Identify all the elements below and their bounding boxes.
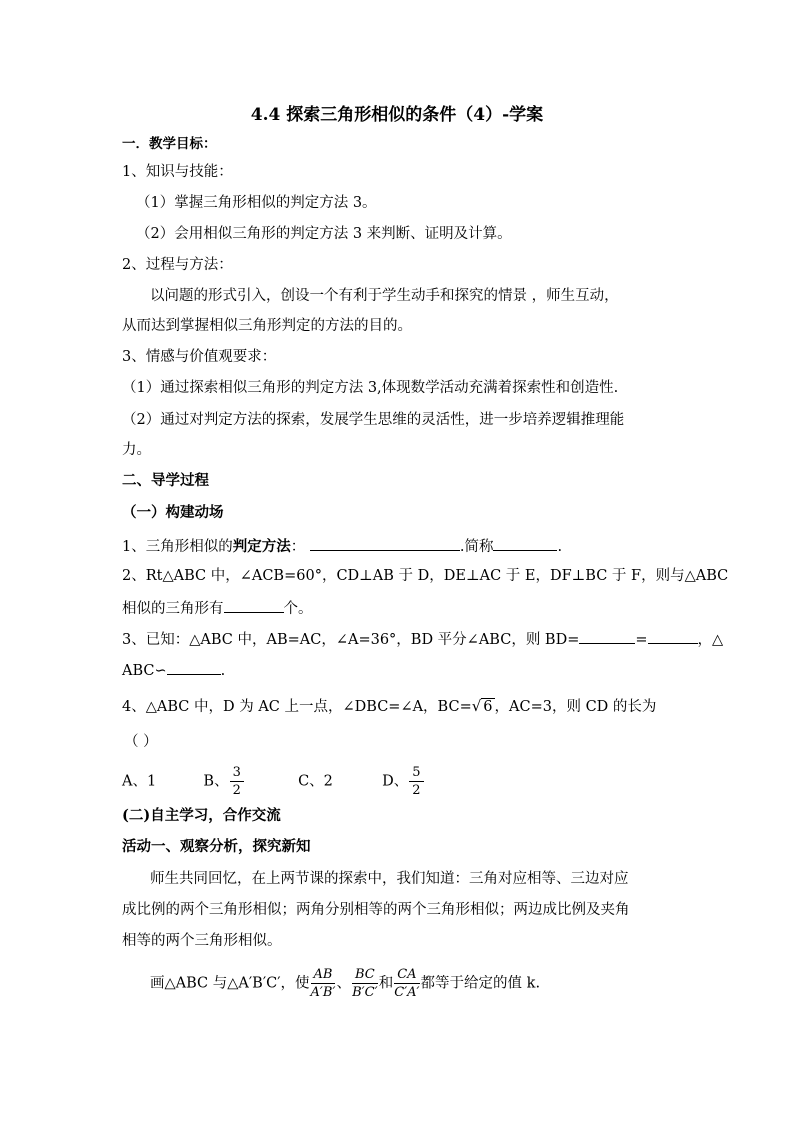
question-3-comma: ，△ (697, 632, 724, 648)
question-1-end: . (557, 539, 563, 555)
option-d-numerator: 5 (409, 764, 423, 782)
goal-emotion-item-2: （2）通过对判定方法的探索，发展学生思维的灵活性，进一步培养逻辑推理能 (122, 412, 625, 428)
question-3-blank-1[interactable] (579, 628, 635, 644)
option-a[interactable]: A、1 (122, 773, 157, 790)
recall-paragraph-line-2: 成比例的两个三角形相似；两角分别相等的两个三角形相似；两边成比例及夹角 (122, 902, 630, 918)
option-d-denominator: 2 (412, 783, 421, 798)
question-1-mid: .简称 (459, 539, 494, 555)
question-3-blank-3[interactable] (167, 659, 221, 675)
question-3-similar: ABC∽ (122, 663, 167, 679)
question-3-end: . (220, 663, 226, 679)
question-3-line-2 (122, 659, 225, 681)
ratio-ca-numerator: CA (394, 966, 419, 984)
question-3-line-1 (122, 628, 723, 650)
question-1-blank-method[interactable] (310, 535, 460, 551)
ratio-bc-fraction (352, 966, 378, 1001)
ratio-ab-denominator: A′B′ (310, 985, 336, 1000)
question-1-colon: ： (290, 539, 306, 555)
option-b-denominator: 2 (232, 783, 241, 798)
draw-instruction-suffix: 都等于给定的值 k. (420, 975, 541, 992)
option-d-fraction (409, 764, 423, 799)
recall-paragraph-line-3: 相等的两个三角形相似。 (122, 933, 282, 949)
question-4-options (122, 764, 425, 799)
question-2-line-1: 2、Rt△ABC 中，∠ACB=60°，CD⊥AB 于 D，DE⊥AC 于 E，DF⊥BC 于 F，则与△ABC (122, 568, 729, 584)
ratio-bc-denominator: B′C′ (352, 985, 378, 1000)
page-title: 4.4 探索三角形相似的条件（4）-学案 (250, 105, 544, 125)
subsection-build-heading: （一）构建动场 (122, 504, 224, 521)
ratio-ca-denominator: C′A′ (394, 985, 420, 1000)
option-d-label[interactable]: D、 (382, 773, 409, 790)
question-2-end: 个。 (283, 601, 313, 617)
question-2-line-2 (122, 597, 313, 619)
draw-instruction (150, 966, 540, 1001)
question-1 (122, 535, 562, 557)
question-4-answer-paren: （ ） (124, 734, 158, 750)
draw-instruction-prefix: 画△ABC 与△A′B′C′，使 (150, 975, 310, 992)
sqrt-symbol-icon: √ (471, 697, 482, 715)
ratio-separator-2: 和 (378, 975, 394, 992)
question-2-blank[interactable] (224, 597, 284, 613)
option-c[interactable]: C、2 (298, 773, 333, 790)
goal-knowledge-item-1: （1）掌握三角形相似的判定方法 3。 (136, 195, 377, 211)
goal-process-text-2: 从而达到掌握相似三角形判定的方法的目的。 (122, 318, 412, 334)
section-1-heading: 一．教学目标： (122, 136, 217, 152)
goal-emotion-item-2-cont: 力。 (122, 442, 151, 458)
question-3-prefix: 3、已知：△ABC 中，AB=AC，∠A=36°，BD 平分∠ABC，则 BD= (122, 632, 580, 648)
sqrt-6 (472, 696, 495, 717)
sqrt-argument: 6 (483, 699, 493, 715)
ratio-ab-numerator: AB (311, 966, 336, 984)
question-4-line-1 (122, 696, 656, 717)
question-3-eq: = (635, 632, 648, 648)
question-1-blank-short[interactable] (493, 535, 557, 551)
goal-knowledge-item-2: （2）会用相似三角形的判定方法 3 来判断、证明及计算。 (136, 226, 512, 242)
question-4-prefix: 4、△ABC 中，D 为 AC 上一点，∠DBC=∠A，BC= (122, 699, 472, 715)
question-4-post: ，AC=3，则 CD 的长为 (494, 699, 657, 715)
recall-paragraph-line-1: 师生共同回忆，在上两节课的探索中，我们知道：三角对应相等、三边对应 (150, 871, 629, 887)
ratio-ab-fraction (311, 966, 336, 1001)
activity-1-heading: 活动一、观察分析，探究新知 (122, 838, 311, 855)
question-1-bold: 判定方法 (232, 538, 291, 555)
section-2-heading: 二、导学过程 (122, 472, 209, 489)
option-b-label[interactable]: B、 (203, 773, 229, 790)
goal-emotion-item-1: （1）通过探索相似三角形的判定方法 3,体现数学活动充满着探索性和创造性. (122, 380, 619, 396)
question-2-prefix: 相似的三角形有 (122, 601, 224, 617)
ratio-bc-numerator: BC (352, 966, 378, 984)
question-3-blank-2[interactable] (648, 628, 698, 644)
goal-process-text-1: 以问题的形式引入，创设一个有利于学生动手和探究的情景 ，师生互动， (150, 288, 619, 304)
subsection-self-study-heading: (二)自主学习，合作交流 (122, 807, 281, 824)
goal-knowledge-heading: 1、知识与技能： (122, 164, 233, 180)
option-b-fraction (230, 764, 244, 799)
option-b-numerator: 3 (230, 764, 244, 782)
ratio-separator-1: 、 (336, 975, 351, 992)
question-1-prefix: 1、三角形相似的 (122, 539, 233, 555)
goal-process-heading: 2、过程与方法： (122, 257, 233, 273)
goal-emotion-heading: 3、情感与价值观要求： (122, 349, 277, 365)
ratio-ca-fraction (394, 966, 419, 1001)
